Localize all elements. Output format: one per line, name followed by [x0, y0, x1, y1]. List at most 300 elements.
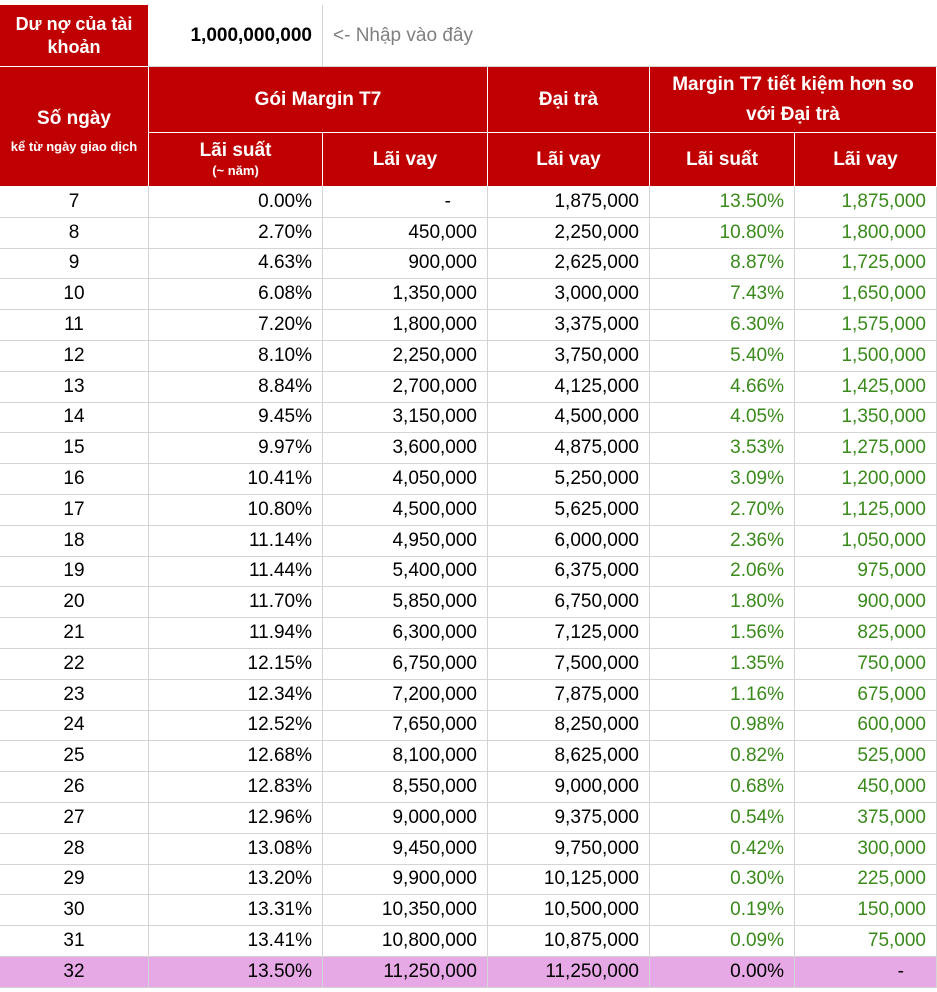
- day-cell-value: 9: [68, 252, 80, 274]
- savings-rate-cell[interactable]: [650, 803, 795, 834]
- dai-tra-cell-value: 10,125,000: [543, 868, 639, 890]
- day-cell-value: 26: [63, 776, 85, 798]
- savings-rate-cell-value: 0.54%: [730, 806, 784, 828]
- margin-t7-header[interactable]: [149, 67, 488, 133]
- day-cell[interactable]: [0, 372, 149, 403]
- rate-cell[interactable]: [149, 372, 323, 403]
- dai-tra-cell[interactable]: [488, 772, 650, 803]
- loan-cell-value: 7,200,000: [392, 683, 477, 705]
- dai-tra-cell-value: 5,250,000: [554, 468, 639, 490]
- savings-rate-cell[interactable]: [650, 649, 795, 680]
- day-cell-value: 17: [63, 498, 85, 520]
- day-cell-value: 31: [63, 930, 85, 952]
- day-cell-value: 22: [63, 652, 85, 674]
- savings-loan-cell[interactable]: [795, 711, 937, 742]
- rate-cell[interactable]: [149, 741, 323, 772]
- savings-rate-cell-value: 0.19%: [730, 899, 784, 921]
- savings-loan-cell[interactable]: [795, 680, 937, 711]
- day-cell[interactable]: [0, 926, 149, 957]
- savings-rate-cell[interactable]: [650, 372, 795, 403]
- dai-tra-cell-value: 6,750,000: [554, 591, 639, 613]
- savings-rate-cell-value: 2.36%: [730, 529, 784, 551]
- savings-header-label: Margin T7 tiết kiệm hơn so với Đại trà: [672, 74, 914, 125]
- account-hint-cell[interactable]: [323, 5, 937, 67]
- rate-cell-value: 11.70%: [248, 591, 312, 613]
- account-value-cell[interactable]: [149, 5, 323, 67]
- rate-cell-value: 12.15%: [247, 652, 312, 674]
- loan-cell[interactable]: [323, 279, 488, 310]
- savings-loan-cell[interactable]: [795, 649, 937, 680]
- dai-tra-header-label: Đại trà: [538, 88, 599, 110]
- loan-cell[interactable]: [323, 926, 488, 957]
- day-cell-value: 12: [63, 344, 85, 366]
- account-label: Dư nợ của tài khoản: [15, 14, 133, 57]
- savings-loan-cell-value: 1,725,000: [841, 252, 926, 274]
- savings-rate-cell[interactable]: [650, 464, 795, 495]
- savings-loan-cell[interactable]: [795, 372, 937, 403]
- rate-cell-value: 8.84%: [258, 375, 312, 397]
- rate-cell[interactable]: [149, 865, 323, 896]
- loan-cell[interactable]: [323, 865, 488, 896]
- savings-rate-cell-value: 0.42%: [730, 837, 784, 859]
- savings-rate-cell[interactable]: [650, 341, 795, 372]
- dai-tra-cell[interactable]: [488, 279, 650, 310]
- dai-tra-header[interactable]: [488, 67, 650, 133]
- rate-cell-value: 12.52%: [247, 714, 312, 736]
- loan-cell-value: 9,900,000: [392, 868, 477, 890]
- rate-cell[interactable]: [149, 649, 323, 680]
- dai-tra-cell[interactable]: [488, 464, 650, 495]
- savings-rate-header[interactable]: [650, 133, 795, 187]
- loan-cell[interactable]: [323, 433, 488, 464]
- savings-rate-cell-value: 0.68%: [730, 776, 784, 798]
- day-cell[interactable]: [0, 495, 149, 526]
- loan-cell-value: 2,700,000: [392, 375, 477, 397]
- savings-rate-cell[interactable]: [650, 680, 795, 711]
- savings-loan-cell-value: 150,000: [857, 899, 926, 921]
- day-cell-value: 8: [68, 221, 80, 243]
- rate-cell-value: 11.44%: [248, 560, 312, 582]
- day-cell-value: 7: [68, 190, 80, 212]
- savings-loan-cell[interactable]: [795, 803, 937, 834]
- savings-rate-cell[interactable]: [650, 587, 795, 618]
- loan-cell[interactable]: [323, 680, 488, 711]
- savings-loan-cell-value: 1,425,000: [841, 375, 926, 397]
- savings-loan-cell-value: 225,000: [857, 868, 926, 890]
- loan-cell-value: 3,600,000: [392, 437, 477, 459]
- dai-tra-cell-value: 9,000,000: [554, 776, 639, 798]
- dai-tra-cell[interactable]: [488, 341, 650, 372]
- savings-rate-cell-value: 3.09%: [730, 468, 784, 490]
- savings-rate-cell[interactable]: [650, 772, 795, 803]
- day-cell[interactable]: [0, 895, 149, 926]
- dai-tra-cell[interactable]: [488, 926, 650, 957]
- rate-cell[interactable]: [149, 926, 323, 957]
- dai-tra-cell-value: 3,750,000: [554, 344, 639, 366]
- rate-cell[interactable]: [149, 834, 323, 865]
- rate-cell-value: 6.08%: [258, 283, 312, 305]
- savings-rate-cell-value: 3.53%: [730, 437, 784, 459]
- savings-loan-cell[interactable]: [795, 772, 937, 803]
- rate-cell[interactable]: [149, 587, 323, 618]
- day-cell[interactable]: [0, 741, 149, 772]
- rate-cell[interactable]: [149, 557, 323, 588]
- rate-header[interactable]: [149, 133, 323, 187]
- dai-tra-cell-value: 11,250,000: [545, 960, 639, 982]
- day-cell[interactable]: [0, 310, 149, 341]
- savings-loan-cell[interactable]: [795, 495, 937, 526]
- savings-loan-cell[interactable]: [795, 464, 937, 495]
- day-cell-value: 29: [63, 868, 85, 890]
- savings-rate-cell[interactable]: [650, 865, 795, 896]
- rate-cell[interactable]: [149, 249, 323, 280]
- dai-tra-cell-value: 1,875,000: [554, 190, 639, 212]
- savings-loan-cell[interactable]: [795, 218, 937, 249]
- loan-cell[interactable]: [323, 741, 488, 772]
- savings-loan-header-label: Lãi vay: [833, 148, 898, 170]
- dai-tra-cell-value: 2,250,000: [554, 221, 639, 243]
- savings-rate-cell-value: 4.66%: [730, 375, 784, 397]
- savings-loan-cell-value: 1,575,000: [841, 314, 926, 336]
- loan-cell-value: 2,250,000: [392, 344, 477, 366]
- loan-cell[interactable]: [323, 711, 488, 742]
- savings-rate-cell[interactable]: [650, 557, 795, 588]
- savings-loan-cell-value: 675,000: [857, 683, 926, 705]
- loan-cell[interactable]: [323, 341, 488, 372]
- savings-rate-cell-value: 0.82%: [730, 745, 784, 767]
- day-cell-value: 20: [63, 591, 85, 613]
- savings-rate-cell-value: 2.70%: [730, 498, 784, 520]
- rate-cell[interactable]: [149, 403, 323, 434]
- dai-tra-loan-header-label: Lãi vay: [536, 148, 601, 170]
- rate-cell-value: 11.14%: [248, 529, 312, 551]
- rate-cell-value: 0.00%: [258, 190, 312, 212]
- rate-cell-value: 11.94%: [248, 622, 312, 644]
- rate-cell[interactable]: [149, 618, 323, 649]
- rate-cell-value: 4.63%: [258, 252, 312, 274]
- account-value: 1,000,000,000: [190, 24, 312, 46]
- savings-rate-cell[interactable]: [650, 310, 795, 341]
- loan-cell-value: 5,850,000: [392, 591, 477, 613]
- loan-cell-value: 7,650,000: [392, 714, 477, 736]
- days-header-sub: kể từ ngày giao dịch: [10, 139, 138, 155]
- dai-tra-cell-value: 10,875,000: [543, 930, 639, 952]
- day-cell-value: 10: [63, 283, 85, 305]
- loan-cell[interactable]: [323, 403, 488, 434]
- savings-rate-cell[interactable]: [650, 834, 795, 865]
- dai-tra-cell[interactable]: [488, 372, 650, 403]
- dai-tra-cell-value: 3,375,000: [554, 314, 639, 336]
- loan-cell[interactable]: [323, 187, 488, 218]
- dai-tra-cell-value: 10,500,000: [543, 899, 639, 921]
- day-cell-value: 11: [64, 314, 84, 336]
- loan-cell-value: 3,150,000: [392, 406, 477, 428]
- loan-cell-value: 11,250,000: [383, 960, 477, 982]
- dai-tra-cell[interactable]: [488, 495, 650, 526]
- dai-tra-cell[interactable]: [488, 957, 650, 988]
- day-cell[interactable]: [0, 711, 149, 742]
- dai-tra-cell-value: 8,250,000: [554, 714, 639, 736]
- savings-loan-cell[interactable]: [795, 618, 937, 649]
- savings-rate-cell[interactable]: [650, 618, 795, 649]
- savings-loan-cell[interactable]: [795, 926, 937, 957]
- loan-cell[interactable]: [323, 218, 488, 249]
- loan-cell[interactable]: [323, 957, 488, 988]
- loan-cell[interactable]: [323, 587, 488, 618]
- dai-tra-cell-value: 2,625,000: [554, 252, 639, 274]
- rate-cell-value: 9.97%: [258, 437, 312, 459]
- savings-loan-cell[interactable]: [795, 557, 937, 588]
- loan-cell-value: 5,400,000: [392, 560, 477, 582]
- loan-cell-value: 4,050,000: [392, 468, 477, 490]
- loan-cell[interactable]: [323, 526, 488, 557]
- rate-cell-value: 10.80%: [247, 498, 312, 520]
- savings-rate-cell-value: 5.40%: [730, 344, 784, 366]
- dai-tra-cell[interactable]: [488, 649, 650, 680]
- rate-cell-value: 12.68%: [247, 745, 312, 767]
- savings-rate-cell-value: 10.80%: [719, 221, 784, 243]
- loan-cell[interactable]: [323, 372, 488, 403]
- savings-loan-cell[interactable]: [795, 741, 937, 772]
- loan-cell-value: 9,450,000: [392, 837, 477, 859]
- rate-cell[interactable]: [149, 341, 323, 372]
- savings-rate-cell[interactable]: [650, 741, 795, 772]
- dai-tra-cell[interactable]: [488, 865, 650, 896]
- savings-rate-cell-value: 0.98%: [730, 714, 784, 736]
- savings-rate-cell[interactable]: [650, 711, 795, 742]
- dai-tra-cell-value: 6,000,000: [554, 529, 639, 551]
- loan-header-label: Lãi vay: [372, 148, 438, 170]
- day-cell[interactable]: [0, 649, 149, 680]
- savings-loan-cell-value: 900,000: [857, 591, 926, 613]
- day-cell-value: 13: [63, 375, 85, 397]
- dai-tra-cell-value: 3,000,000: [554, 283, 639, 305]
- savings-rate-cell[interactable]: [650, 895, 795, 926]
- dai-tra-cell-value: 7,500,000: [554, 652, 639, 674]
- rate-cell-value: 13.08%: [247, 837, 312, 859]
- rate-cell-value: 13.31%: [247, 899, 312, 921]
- dai-tra-cell[interactable]: [488, 895, 650, 926]
- loan-cell[interactable]: [323, 249, 488, 280]
- savings-loan-cell[interactable]: [795, 249, 937, 280]
- rate-cell[interactable]: [149, 526, 323, 557]
- savings-loan-cell[interactable]: [795, 279, 937, 310]
- savings-rate-cell-value: 6.30%: [730, 314, 784, 336]
- account-hint: <- Nhập vào đây: [333, 24, 473, 46]
- rate-cell[interactable]: [149, 680, 323, 711]
- loan-header[interactable]: [323, 133, 488, 187]
- rate-cell[interactable]: [149, 895, 323, 926]
- rate-cell[interactable]: [149, 803, 323, 834]
- dai-tra-cell[interactable]: [488, 741, 650, 772]
- rate-cell[interactable]: [149, 279, 323, 310]
- day-cell[interactable]: [0, 680, 149, 711]
- savings-loan-cell[interactable]: [795, 526, 937, 557]
- dai-tra-cell[interactable]: [488, 680, 650, 711]
- dai-tra-cell[interactable]: [488, 618, 650, 649]
- loan-cell[interactable]: [323, 618, 488, 649]
- day-cell[interactable]: [0, 865, 149, 896]
- savings-loan-cell-value: 825,000: [857, 622, 926, 644]
- loan-cell[interactable]: [323, 803, 488, 834]
- dai-tra-cell[interactable]: [488, 526, 650, 557]
- savings-rate-cell[interactable]: [650, 279, 795, 310]
- dai-tra-cell-value: 7,125,000: [554, 622, 639, 644]
- loan-cell-value: 8,550,000: [392, 776, 477, 798]
- loan-cell[interactable]: [323, 310, 488, 341]
- savings-loan-cell[interactable]: [795, 341, 937, 372]
- rate-cell[interactable]: [149, 218, 323, 249]
- savings-loan-cell[interactable]: [795, 895, 937, 926]
- loan-cell[interactable]: [323, 895, 488, 926]
- dai-tra-cell[interactable]: [488, 803, 650, 834]
- dai-tra-cell-value: 4,125,000: [554, 375, 639, 397]
- loan-cell-value: 10,800,000: [381, 930, 477, 952]
- dai-tra-cell-value: 4,875,000: [554, 437, 639, 459]
- savings-rate-cell[interactable]: [650, 926, 795, 957]
- dai-tra-cell[interactable]: [488, 834, 650, 865]
- day-cell[interactable]: [0, 618, 149, 649]
- savings-rate-cell[interactable]: [650, 495, 795, 526]
- loan-cell[interactable]: [323, 834, 488, 865]
- day-cell-value: 27: [63, 806, 85, 828]
- rate-cell[interactable]: [149, 433, 323, 464]
- savings-rate-cell[interactable]: [650, 433, 795, 464]
- savings-loan-cell[interactable]: [795, 587, 937, 618]
- day-cell[interactable]: [0, 218, 149, 249]
- day-cell[interactable]: [0, 526, 149, 557]
- rate-cell[interactable]: [149, 711, 323, 742]
- savings-rate-cell[interactable]: [650, 218, 795, 249]
- rate-header-label: Lãi suất: [199, 140, 272, 162]
- loan-cell-value: 4,950,000: [392, 529, 477, 551]
- dai-tra-loan-header[interactable]: [488, 133, 650, 187]
- loan-cell-value: -: [444, 190, 451, 212]
- day-cell-value: 24: [63, 714, 85, 736]
- dai-tra-cell[interactable]: [488, 218, 650, 249]
- savings-loan-cell-value: 1,650,000: [841, 283, 926, 305]
- loan-cell[interactable]: [323, 464, 488, 495]
- savings-loan-cell[interactable]: [795, 187, 937, 218]
- day-cell[interactable]: [0, 772, 149, 803]
- day-cell-value: 18: [63, 529, 85, 551]
- loan-cell[interactable]: [323, 772, 488, 803]
- day-cell[interactable]: [0, 803, 149, 834]
- savings-loan-cell[interactable]: [795, 310, 937, 341]
- savings-loan-cell-value: 525,000: [857, 745, 926, 767]
- loan-cell-value: 6,750,000: [392, 652, 477, 674]
- savings-rate-cell-value: 2.06%: [730, 560, 784, 582]
- savings-rate-cell[interactable]: [650, 957, 795, 988]
- account-label-cell[interactable]: [0, 5, 149, 67]
- savings-loan-cell-value: 750,000: [857, 652, 926, 674]
- rate-cell[interactable]: [149, 310, 323, 341]
- rate-cell-value: 9.45%: [258, 406, 312, 428]
- rate-cell-value: 10.41%: [247, 468, 312, 490]
- loan-cell[interactable]: [323, 495, 488, 526]
- day-cell[interactable]: [0, 587, 149, 618]
- savings-loan-cell[interactable]: [795, 403, 937, 434]
- dai-tra-cell[interactable]: [488, 249, 650, 280]
- savings-rate-cell-value: 1.16%: [730, 683, 784, 705]
- rate-cell-value: 12.83%: [247, 776, 312, 798]
- day-cell[interactable]: [0, 249, 149, 280]
- day-cell[interactable]: [0, 834, 149, 865]
- savings-loan-cell-value: 1,200,000: [841, 468, 926, 490]
- savings-loan-cell[interactable]: [795, 834, 937, 865]
- day-cell[interactable]: [0, 433, 149, 464]
- dai-tra-cell[interactable]: [488, 403, 650, 434]
- loan-cell-value: 4,500,000: [392, 498, 477, 520]
- savings-rate-cell[interactable]: [650, 403, 795, 434]
- day-cell[interactable]: [0, 187, 149, 218]
- savings-rate-cell-value: 0.00%: [730, 960, 784, 982]
- savings-loan-cell-value: 75,000: [867, 930, 926, 952]
- savings-loan-cell[interactable]: [795, 957, 937, 988]
- loan-cell-value: 1,350,000: [392, 283, 477, 305]
- savings-loan-cell-value: 300,000: [857, 837, 926, 859]
- dai-tra-cell[interactable]: [488, 587, 650, 618]
- days-header-label: Số ngày: [37, 108, 111, 130]
- dai-tra-cell[interactable]: [488, 711, 650, 742]
- loan-cell-value: 900,000: [408, 252, 477, 274]
- dai-tra-cell[interactable]: [488, 187, 650, 218]
- loan-cell-value: 450,000: [408, 221, 477, 243]
- savings-loan-cell-value: 975,000: [857, 560, 926, 582]
- loan-cell-value: 6,300,000: [392, 622, 477, 644]
- day-cell[interactable]: [0, 557, 149, 588]
- dai-tra-cell[interactable]: [488, 433, 650, 464]
- rate-cell[interactable]: [149, 957, 323, 988]
- day-cell[interactable]: [0, 403, 149, 434]
- day-cell-value: 32: [63, 960, 85, 982]
- loan-cell[interactable]: [323, 557, 488, 588]
- savings-rate-cell-value: 8.87%: [730, 252, 784, 274]
- dai-tra-cell-value: 9,750,000: [554, 837, 639, 859]
- savings-loan-cell-value: 1,125,000: [841, 498, 926, 520]
- rate-cell[interactable]: [149, 464, 323, 495]
- day-cell-value: 16: [63, 468, 85, 490]
- rate-cell[interactable]: [149, 495, 323, 526]
- savings-rate-cell[interactable]: [650, 526, 795, 557]
- day-cell-value: 15: [63, 437, 85, 459]
- day-cell-value: 21: [63, 622, 85, 644]
- day-cell[interactable]: [0, 957, 149, 988]
- rate-cell[interactable]: [149, 772, 323, 803]
- savings-rate-cell[interactable]: [650, 187, 795, 218]
- dai-tra-cell[interactable]: [488, 310, 650, 341]
- day-cell[interactable]: [0, 341, 149, 372]
- savings-loan-cell[interactable]: [795, 433, 937, 464]
- loan-cell[interactable]: [323, 649, 488, 680]
- rate-cell[interactable]: [149, 187, 323, 218]
- day-cell[interactable]: [0, 464, 149, 495]
- savings-loan-header[interactable]: [795, 133, 937, 187]
- savings-loan-cell-value: 1,275,000: [841, 437, 926, 459]
- day-cell[interactable]: [0, 279, 149, 310]
- savings-loan-cell[interactable]: [795, 865, 937, 896]
- savings-header[interactable]: [650, 67, 937, 133]
- savings-rate-cell[interactable]: [650, 249, 795, 280]
- dai-tra-cell-value: 7,875,000: [554, 683, 639, 705]
- days-header[interactable]: [0, 67, 149, 187]
- savings-rate-cell-value: 7.43%: [730, 283, 784, 305]
- dai-tra-cell[interactable]: [488, 557, 650, 588]
- dai-tra-cell-value: 8,625,000: [554, 745, 639, 767]
- savings-rate-cell-value: 1.80%: [730, 591, 784, 613]
- dai-tra-cell-value: 6,375,000: [554, 560, 639, 582]
- savings-loan-cell-value: 1,500,000: [841, 344, 926, 366]
